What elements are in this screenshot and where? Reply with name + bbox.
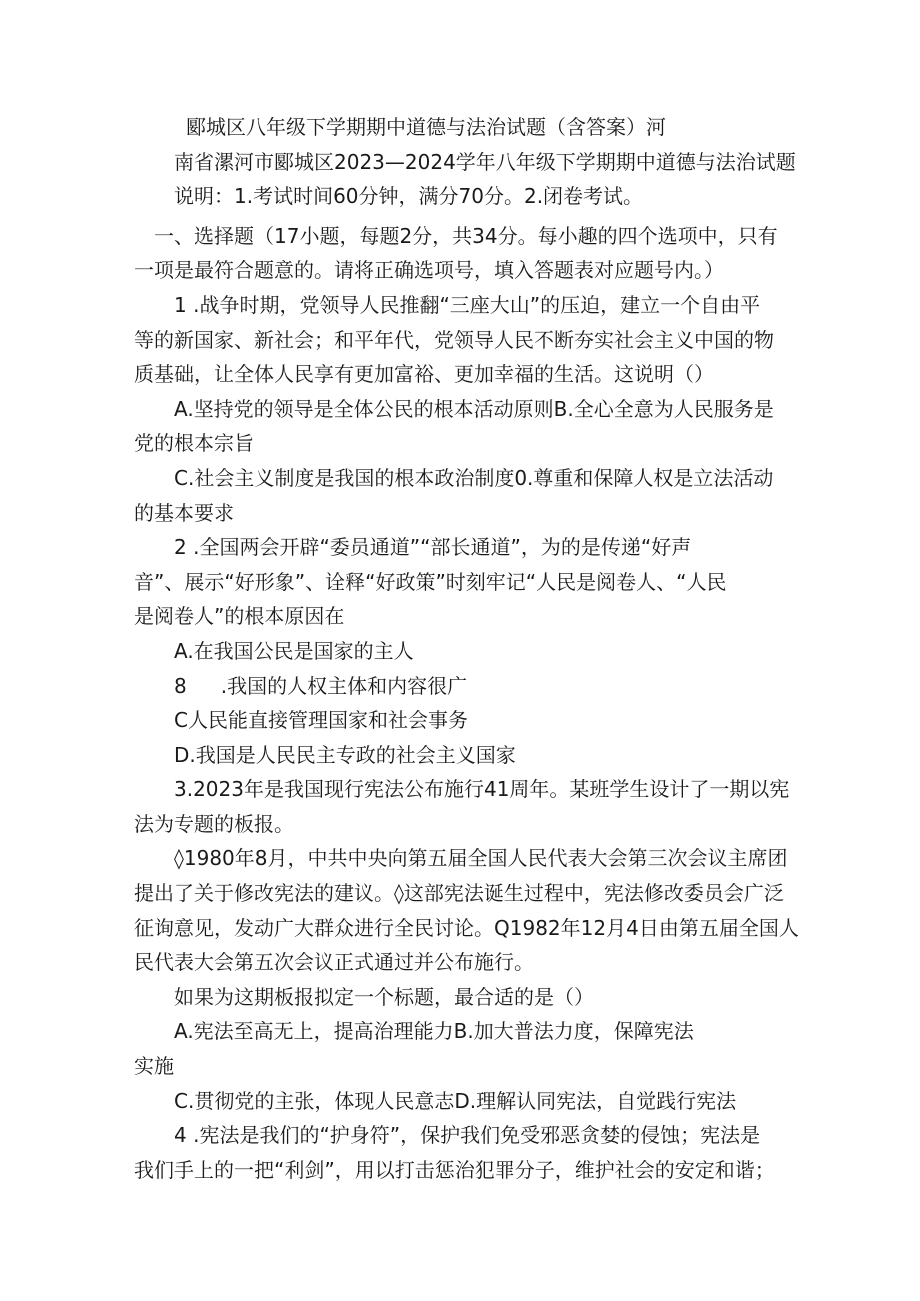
q2-option-b-marker: 8 (174, 673, 187, 698)
exam-instructions: 说明：1.考试时间60分钟，满分70分。2.闭卷考试。 (174, 184, 644, 209)
q3-material-line-3: 征询意见，发动广大群众进行全民讨论。Q1982年12月4日由第五届全国人 (134, 915, 799, 940)
q4-line-2: 我们手上的一把“利剑”，用以打击惩治犯罪分子，维护社会的安定和谐； (134, 1157, 775, 1182)
section-heading-line-1: 一、选择题（17小题，每题2分，共34分。每小趣的四个选项中，只有 (154, 223, 778, 248)
q3-line-2: 法为专题的板报。 (134, 811, 294, 836)
q3-question: 如果为这期板报拟定一个标题，最合适的是（） (174, 984, 594, 1009)
q3-material-line-2: 提出了关于修改宪法的建议。◊这部宪法诞生过程中，宪法修改委员会广泛 (134, 881, 784, 906)
q1-line-2: 等的新国家、新社会；和平年代，党领导人民不断夯实社会主义中国的物 (134, 327, 774, 352)
q3-option-ab-line-1: A.宪法至高无上，提高治理能力B.加大普法力度，保障宪法 (174, 1019, 694, 1044)
q3-line-1: 3.2023年是我国现行宪法公布施行41周年。某班学生设计了一期以宪 (174, 777, 790, 802)
q1-option-ab-line-2: 党的根本宗旨 (134, 431, 254, 456)
q2-line-3: 是阅卷人”的根本原因在 (134, 604, 345, 629)
q1-line-1: 1 .战争时期，党领导人民推翻“三座大山”的压迫，建立一个自由平 (174, 292, 761, 317)
q3-material-line-1: ◊1980年8月，中共中央向第五届全国人民代表大会第三次会议主席团 (174, 846, 788, 871)
q1-option-cd-line-1: C.社会主义制度是我国的根本政治制度0.尊重和保障人权是立法活动 (174, 465, 774, 490)
q2-option-d: D.我国是人民民主专政的社会主义国家 (174, 742, 516, 767)
doc-title-line-2: 南省漯河市郾城区2023—2024学年八年级下学期期中道德与法治试题 (174, 149, 796, 174)
q3-material-line-4: 民代表大会第五次会议正式通过并公布施行。 (134, 950, 534, 975)
q2-option-b-text: .我国的人权主体和内容很广 (220, 673, 468, 698)
section-heading-line-2: 一项是最符合题意的。请将正确选项号，填入答题表对应题号内。） (134, 258, 724, 283)
q1-option-cd-line-2: 的基本要求 (134, 500, 234, 525)
q2-line-2: 音”、展示“好形象”、诠释“好政策”时刻牢记“人民是阅卷人、“人民 (134, 569, 727, 594)
q3-option-ab-line-2: 实施 (134, 1054, 174, 1079)
q1-option-ab-line-1: A.坚持党的领导是全体公民的根本活动原则B.全心全意为人民服务是 (174, 396, 774, 421)
q2-option-c: C人民能直接管理国家和社会事务 (174, 708, 468, 733)
q2-line-1: 2 .全国两会开辟“委员通道”“部长通道”，为的是传递“好声 (174, 535, 692, 560)
q4-line-1: 4 .宪法是我们的“护身符”，保护我们免受邪恶贪婪的侵蚀；宪法是 (174, 1123, 761, 1148)
q3-option-cd: C.贯彻党的主张，体现人民意志D.理解认同宪法，自觉践行宪法 (174, 1088, 737, 1113)
q2-option-b (134, 669, 804, 704)
document-page (134, 110, 804, 1187)
q1-line-3: 质基础，让全体人民享有更加富裕、更加幸福的生活。这说明（） (134, 362, 714, 387)
q2-option-a: A.在我国公民是国家的主人 (174, 638, 414, 663)
doc-title-line-1: 郾城区八年级下学期期中道德与法治试题（含答案）河 (186, 115, 666, 139)
